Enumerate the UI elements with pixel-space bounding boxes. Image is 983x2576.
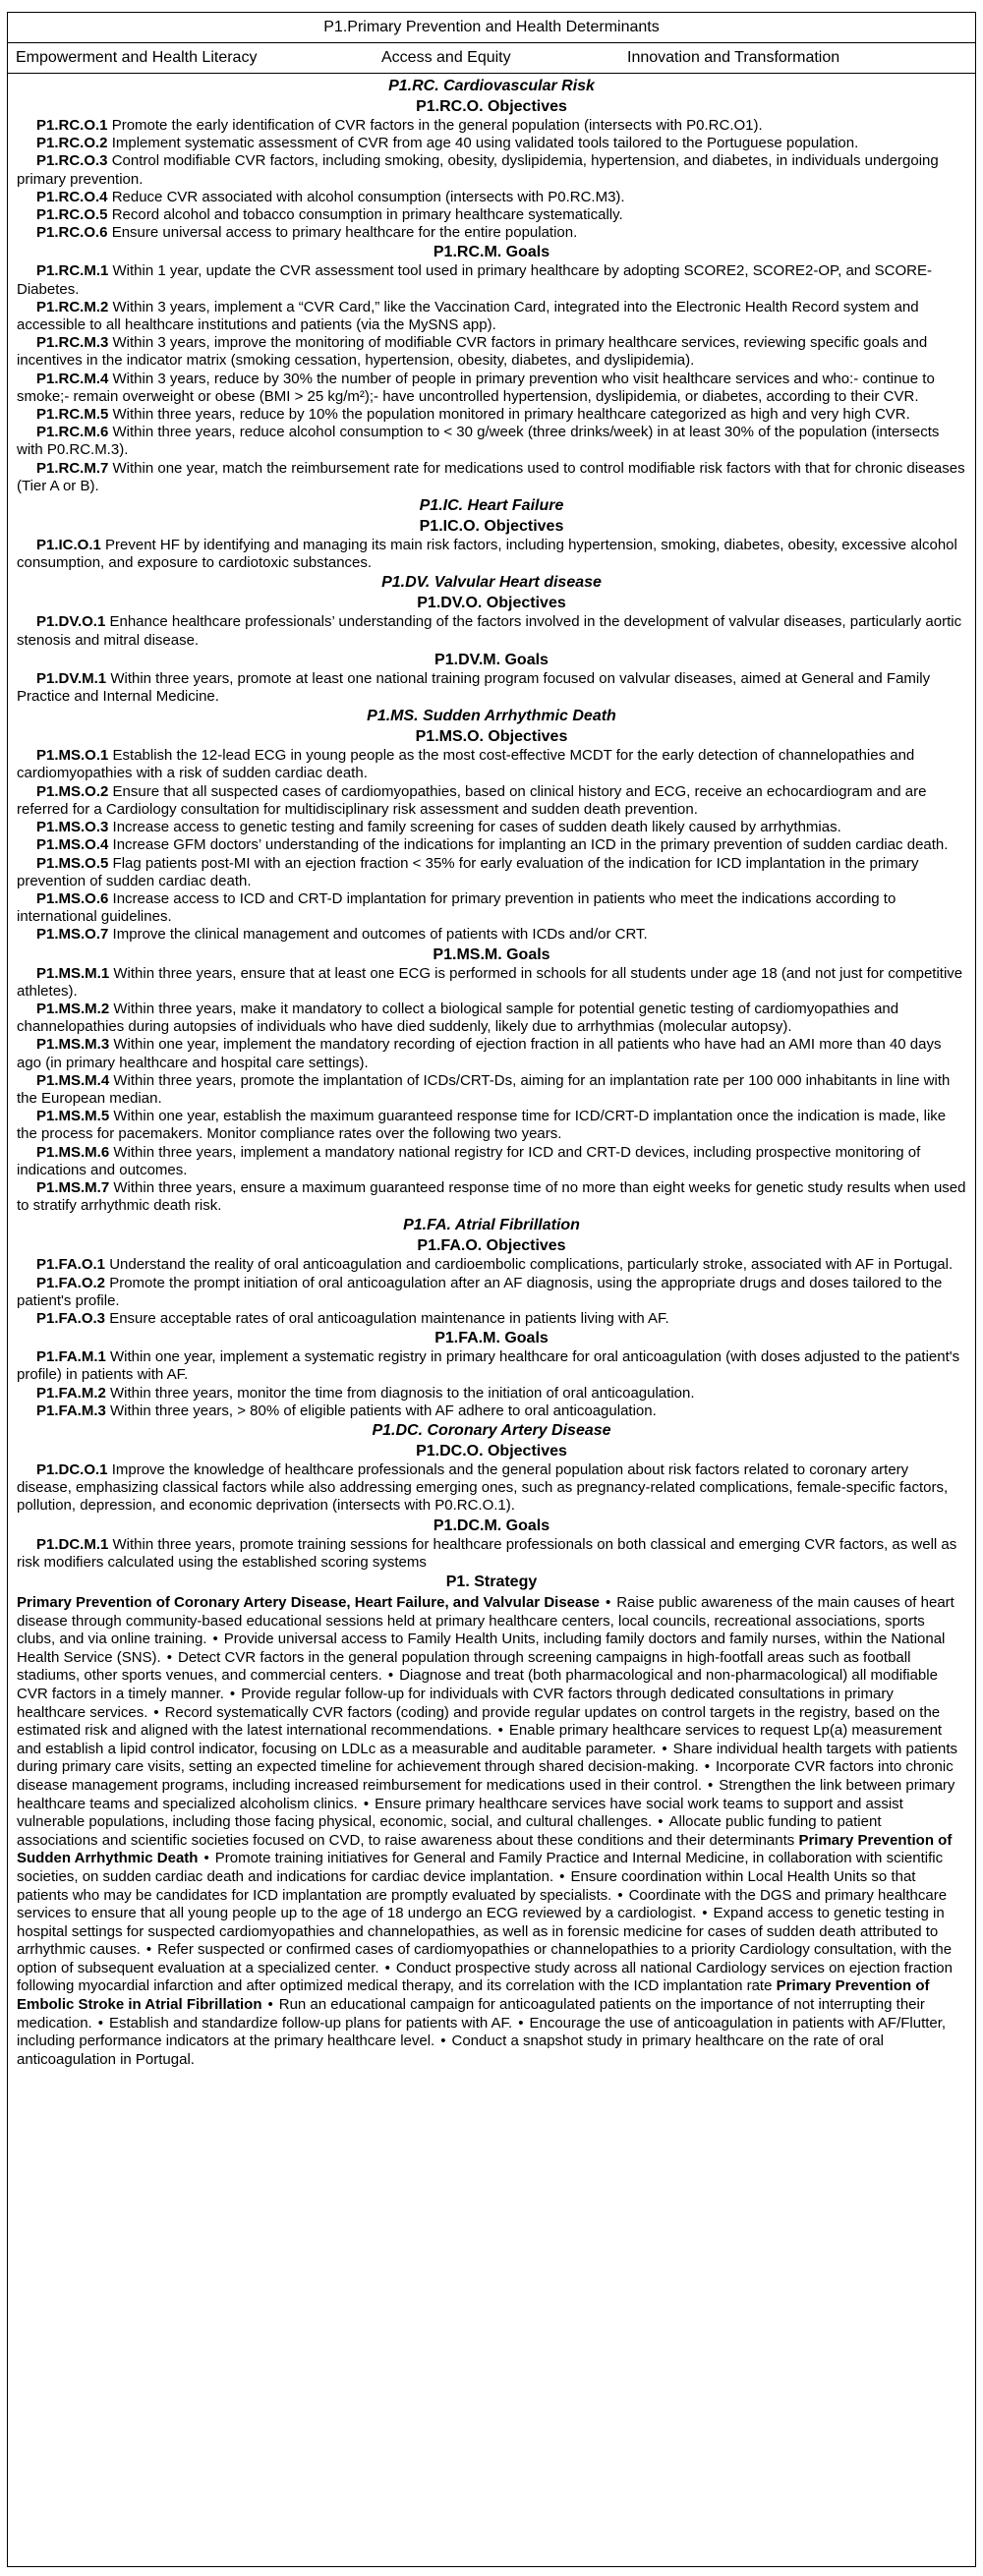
list-item [17,189,966,206]
strategy-bullet: • Establish and standardize follow-up plans for patients with AF. [92,2015,513,2032]
strategy-bullet: • Enable primary healthcare services to request Lp(a) measurement and establish a lipid control indicator, focusing on LDLc as a measurable and auditable parameter. [17,1722,943,1757]
section-heading: P1.RC. Cardiovascular Risk [388,78,595,94]
item-text: Within three years, > 80% of eligible patients with AF adhere to oral anticoagulation. [105,1402,657,1419]
item-code: P1.MS.O.5 [36,854,109,872]
bullet-icon: • [145,1941,152,1959]
item-text: Within three years, promote training sessions for healthcare professionals on both classical and emerging CVR factors, as well as risk modifiers calculated using the established scoring systems [17,1535,957,1571]
subsection-heading: P1.RC.O. Objectives [416,98,567,115]
bullet-icon: • [267,1996,273,2014]
item-code: P1.MS.O.2 [36,782,109,800]
item-code: P1.FA.M.2 [36,1384,106,1402]
item-text: Within one year, match the reimbursement rate for medications used to control modifiable risk factors with that for chronic diseases (Tier A or B). [17,459,965,494]
item-text: Within three years, make it mandatory to collect a biological sample for potential genetic testing of cardiomyopathies and channelopathies during autopsies of individuals who have died suddenly, likely due to arrhythmias (molecular autopsy). [17,1000,899,1036]
strategy-block [8,1592,975,2069]
subsection-heading: P1.MS.M. Goals [433,945,550,963]
bullet-icon: • [212,1631,218,1648]
section-heading: P1.MS. Sudden Arrhythmic Death [367,708,616,725]
subsection-heading: P1.DV.M. Goals [434,651,549,668]
column-empowerment: Empowerment and Health Literacy [16,49,258,66]
strategy-bullet: • Raise public awareness of the main causes of heart disease through community-based educational sessions held at primary healthcare centers, local councils, recreational associations, sports clubs, and via online training. [17,1594,954,1648]
strategy-bullet: • Share individual health targets with patients during primary care visits, setting an expected timeline for achievement through shared decision-making. [17,1740,958,1776]
item-text: Within 1 year, update the CVR assessment tool used in primary healthcare by adopting SCORE2, SCORE2-OP, and SCORE-Diabetes. [17,262,932,298]
item-code: P1.FA.O.3 [36,1309,106,1327]
list-item [17,537,966,572]
item-code: P1.MS.M.1 [36,964,110,982]
list-item [17,1144,966,1179]
item-code: P1.RC.O.6 [36,224,108,242]
item-text: Within three years, monitor the time from diagnosis to the initiation of oral anticoagulation. [105,1384,695,1402]
item-text: Within 3 years, reduce by 30% the number of people in primary prevention who visit healthcare services and who:- continue to smoke;- remain overweight or obese (BMI > 25 kg/m²);- have uncontrolled hypertension, dyslipidemia, or diabetes, according to their CVR. [17,370,935,405]
item-text: Prevent HF by identifying and managing its main risk factors, including hypertension, smoking, diabetes, obesity, excessive alcohol consumption, and exposure to cardiotoxic substances. [17,537,957,572]
item-text: Flag patients post-MI with an ejection fraction < 35% for early evaluation of the indication for ICD implantation in the primary prevention of sudden cardiac death. [17,854,919,889]
item-text: Implement systematic assessment of CVR from age 40 using validated tools tailored to the Portuguese population. [107,135,859,152]
bullet-icon: • [363,1795,370,1812]
column-access: Access and Equity [381,49,511,66]
list-item [17,613,966,649]
item-code: P1.DV.M.1 [36,669,107,687]
item-code: P1.MS.O.3 [36,819,109,836]
list-item [17,890,966,926]
item-text: Ensure acceptable rates of oral anticoagulation maintenance in patients living with AF. [105,1309,669,1327]
strategy-header-embolic-stroke: Primary Prevention of Embolic Stroke in Atrial Fibrillation [17,1977,930,2014]
subsection-heading: P1.DV.O. Objectives [417,595,566,612]
item-text: Increase GFM doctors’ understanding of the indications for implanting an ICD in the primary prevention of sudden cardiac death. [108,836,949,854]
strategy-bullet: • Allocate public funding to patient associations and scientific societies focused on CVD, to raise awareness about these conditions and their determinants [17,1813,882,1849]
item-text: Improve the clinical management and outcomes of patients with ICDs and/or CRT. [108,926,648,944]
item-text: Promote the prompt initiation of oral anticoagulation after an AF diagnosis, using the appropriate drugs and doses tailored to the patient's profile. [17,1274,943,1309]
item-text: Within three years, promote at least one national training program focused on valvular diseases, aimed at General and Family Practice and Internal Medicine. [17,669,931,706]
strategy-bullet: • Strengthen the link between primary healthcare teams and specialized alcoholism clinics. [17,1776,955,1812]
item-code: P1.MS.M.3 [36,1036,110,1054]
table-body [8,74,975,1592]
list-item [17,1179,966,1215]
list-item [17,1310,966,1328]
item-code: P1.FA.O.2 [36,1274,106,1291]
item-text: Establish the 12-lead ECG in young people as the most cost-effective MCDT for the early detection of channelopathies and cardiomyopathies with a risk of sudden cardiac death. [17,747,915,782]
strategy-bullet: • Provide universal access to Family Health Units, including family doctors and family nurses, within the National Health Service (SNS). [17,1631,946,1666]
list-item [17,1536,966,1572]
item-code: P1.RC.O.5 [36,206,108,224]
item-code: P1.RC.O.4 [36,188,108,205]
list-item [17,262,966,298]
list-item [17,1072,966,1108]
list-item [17,135,966,152]
list-item [17,670,966,706]
bullet-icon: • [708,1776,714,1794]
bullet-icon: • [617,1886,623,1904]
list-item [17,747,966,782]
strategy-bullet: • Incorporate CVR factors into chronic disease management programs, including increased reimbursement for medications used in their control. [17,1758,954,1794]
strategy-bullet: • Expand access to genetic testing in hospital settings for suspected cardiomyopathies and channelopathies, as well as in forensic medicine for cases of sudden death attributed to arrhythmic causes. [17,1905,945,1959]
list-item [17,117,966,135]
list-item [17,224,966,242]
list-item [17,206,966,224]
list-item [17,1001,966,1036]
item-code: P1.MS.O.6 [36,889,109,907]
bullet-icon: • [440,2032,446,2050]
bullet-icon: • [662,1740,667,1757]
item-code: P1.RC.O.1 [36,117,108,134]
list-item [17,1275,966,1310]
column-innovation: Innovation and Transformation [627,49,840,66]
item-text: Within three years, ensure that at least one ECG is performed in schools for all students under age 18 (and not just for competitive athletes). [17,964,963,1000]
list-item [17,334,966,370]
strategy-header-coronary: Primary Prevention of Coronary Artery Disease, Heart Failure, and Valvular Disease [17,1594,601,1611]
list-item [17,819,966,836]
bullet-icon: • [518,2014,524,2032]
item-code: P1.RC.M.3 [36,334,109,352]
list-item [17,1461,966,1516]
bullet-icon: • [387,1667,394,1685]
item-code: P1.RC.O.3 [36,152,108,170]
item-code: P1.MS.O.4 [36,836,109,854]
list-item [17,460,966,495]
item-code: P1.MS.O.1 [36,747,109,765]
subsection-heading: P1.RC.M. Goals [433,244,550,261]
strategy-bullet: • Conduct prospective study across all national Cardiology services on ejection fraction following myocardial infarction and after optimized medical therapy, and its correlation with the ICD implantation rate [17,1959,953,1995]
section-heading: P1.FA. Atrial Fibrillation [403,1217,580,1234]
item-code: P1.RC.M.1 [36,262,109,280]
subsection-heading: P1.IC.O. Objectives [419,518,564,536]
item-text: Within one year, implement a systematic registry in primary healthcare for oral anticoagulation (with doses adjusted to the patient's profile) in patients with AF. [17,1348,960,1384]
item-text: Within three years, reduce alcohol consumption to < 30 g/week (three drinks/week) in at least 30% of the population (intersects with P0.RC.M.3). [17,424,940,459]
bullet-icon: • [97,2014,103,2032]
bullet-icon: • [153,1703,159,1721]
item-code: P1.IC.O.1 [36,537,101,554]
item-text: Ensure that all suspected cases of cardiomyopathies, based on clinical history and ECG, receive an echocardiogram and are referred for a Cardiology consultation for multidisciplinary risk assessment and sudden death prevention. [17,782,927,818]
list-item [17,1256,966,1274]
item-text: Within 3 years, improve the monitoring of modifiable CVR factors in primary healthcare services, reviewing specific goals and incentives in the indicator matrix (smoking cessation, hypertension, obesity, diabetes, and dyslipidemia). [17,334,928,370]
item-text: Reduce CVR associated with alcohol consumption (intersects with P0.RC.M3). [107,188,625,205]
item-text: Within one year, establish the maximum guaranteed response time for ICD/CRT-D implantation once the indication is made, like the process for pacemakers. Monitor compliance rates over the following two years. [17,1108,947,1143]
subsection-heading: P1.FA.M. Goals [434,1330,549,1347]
bullet-icon: • [702,1905,708,1922]
item-text: Within one year, implement the mandatory recording of ejection fraction in all patients who have had an AMI more than 40 days ago (in primary healthcare and hospital care settings). [17,1036,942,1071]
item-text: Record alcohol and tobacco consumption in primary healthcare systematically. [107,206,623,224]
item-code: P1.RC.M.7 [36,459,109,477]
strategy-bullet: • Ensure primary healthcare services have social work teams to support and assist vulnerable populations, including those facing physical, economic, social, and cultural challenges. [17,1795,903,1831]
strategy-bullet: • Detect CVR factors in the general population through screening campaigns in high-footfall areas such as football stadiums, other sports venues, and commercial centers. [17,1648,911,1685]
strategy-bullet: • Record systematically CVR factors (coding) and provide regular updates on control targets in the registry, based on the estimated risk and aligned with the latest international recommendations. [17,1703,941,1740]
strategy-header-sudden-death: Primary Prevention of Sudden Arrhythmic Death [17,1831,953,1867]
subsection-heading: P1.DC.O. Objectives [416,1442,567,1460]
strategy-bullet: • Run an educational campaign for anticoagulated patients on the importance of not interrupting their medication. [17,1996,925,2032]
item-code: P1.FA.O.1 [36,1256,106,1274]
item-text: Within three years, implement a mandatory national registry for ICD and CRT-D devices, including prospective monitoring of indications and outcomes. [17,1143,921,1178]
bullet-icon: • [203,1850,209,1867]
list-item [17,299,966,334]
item-code: P1.RC.M.4 [36,370,109,387]
list-item [17,152,966,188]
item-code: P1.RC.M.5 [36,406,109,424]
list-item [17,424,966,459]
strategy-bullet: • Refer suspected or confirmed cases of cardiomyopathies or channelopathies to a priority Cardiology consultation, with the option of subsequent evaluation at a specialized center. [17,1941,953,1976]
item-code: P1.FA.M.1 [36,1348,106,1366]
subsection-heading: P1. Strategy [445,1574,538,1590]
list-item [17,371,966,406]
subsection-heading: P1.MS.O. Objectives [415,728,568,746]
subsection-heading: P1.FA.O. Objectives [417,1237,566,1255]
strategy-bullet: • Promote training initiatives for General and Family Practice and Internal Medicine, in collaboration with scientific societies, on sudden cardiac death and indications for cardiac device implantation. [17,1850,944,1885]
item-text: Increase access to ICD and CRT-D implantation for primary prevention in patients who meet the indications according to international guidelines. [17,889,896,926]
strategy-bullet: • Provide regular follow-up for individuals with CVR factors through dedicated consultations in primary healthcare services. [17,1685,894,1721]
item-code: P1.MS.M.5 [36,1108,110,1125]
bullet-icon: • [704,1758,710,1776]
column-header-row [8,43,975,74]
list-item [17,836,966,854]
strategy-bullet: • Conduct a snapshot study in primary healthcare on the rate of oral anticoagulation in Portugal. [17,2032,884,2068]
item-code: P1.RC.O.2 [36,135,108,152]
item-code: P1.FA.M.3 [36,1402,106,1419]
item-text: Ensure universal access to primary healthcare for the entire population. [107,224,578,242]
strategy-text [17,1594,966,2069]
item-code: P1.DC.O.1 [36,1460,108,1478]
subsection-heading: P1.DC.M. Goals [433,1517,550,1534]
item-code: P1.DC.M.1 [36,1535,109,1553]
list-item [17,1402,966,1420]
item-text: Within 3 years, implement a “CVR Card,” like the Vaccination Card, integrated into the Electronic Health Record system and accessible to all healthcare institutions and patients (via the MySNS app). [17,298,919,334]
item-code: P1.RC.M.6 [36,424,109,441]
item-code: P1.MS.M.6 [36,1143,110,1161]
item-text: Improve the knowledge of healthcare professionals and the general population about risk factors related to coronary artery disease, emphasizing classical factors while also addressing emerging ones, such as pregnancy-related complications, female-specific factors, pollution, depression, and economic deprivation (intersects with P0.RC.O.1). [17,1460,949,1515]
bullet-icon: • [606,1594,611,1611]
list-item [17,855,966,890]
item-code: P1.DV.O.1 [36,613,106,631]
bullet-icon: • [559,1867,565,1885]
item-code: P1.MS.M.2 [36,1000,110,1017]
document-table [7,12,976,2567]
bullet-icon: • [658,1813,664,1831]
item-text: Control modifiable CVR factors, including smoking, obesity, dyslipidemia, hypertension, and diabetes, in individuals undergoing primary prevention. [17,152,939,188]
strategy-bullet: • Ensure coordination within Local Health Units so that patients who may be candidates for ICD implantation are promptly evaluated by specialists. [17,1867,916,1904]
item-code: P1.MS.O.7 [36,926,109,944]
list-item [17,965,966,1001]
section-heading: P1.IC. Heart Failure [419,497,564,515]
item-code: P1.MS.M.7 [36,1178,110,1196]
item-code: P1.MS.M.4 [36,1071,110,1089]
list-item [17,1036,966,1071]
item-text: Promote the early identification of CVR factors in the general population (intersects with P0.RC.O1). [107,117,763,134]
bullet-icon: • [166,1648,172,1666]
bullet-icon: • [229,1685,236,1702]
item-text: Increase access to genetic testing and family screening for cases of sudden death likely caused by arrhythmias. [108,819,841,836]
section-heading: P1.DV. Valvular Heart disease [381,574,602,592]
bullet-icon: • [384,1959,390,1976]
section-heading: P1.DC. Coronary Artery Disease [372,1421,611,1439]
item-text: Within three years, promote the implantation of ICDs/CRT-Ds, aiming for an implantation rate per 100 000 inhabitants in line with the European median. [17,1071,951,1107]
list-item [17,1108,966,1143]
list-item [17,406,966,424]
list-item [17,926,966,944]
item-text: Within three years, ensure a maximum guaranteed response time of no more than eight weeks for genetic study results when used to stratify arrhythmic death risk. [17,1178,966,1215]
table-title: P1.Primary Prevention and Health Determinants [8,13,975,43]
strategy-bullet: • Coordinate with the DGS and primary healthcare services to ensure that all young people up to the age of 18 undergo an ECG reviewed by a cardiologist. [17,1886,948,1922]
strategy-bullet: • Diagnose and treat (both pharmacological and non-pharmacological) all modifiable CVR factors in a timely manner. [17,1667,938,1702]
item-code: P1.RC.M.2 [36,298,109,315]
list-item [17,783,966,819]
list-item [17,1385,966,1402]
item-text: Understand the reality of oral anticoagulation and cardioembolic complications, particularly stroke, associated with AF in Portugal. [105,1256,954,1274]
item-text: Within three years, reduce by 10% the population monitored in primary healthcare categorized as high and very high CVR. [108,406,910,424]
strategy-bullet: • Encourage the use of anticoagulation in patients with AF/Flutter, including performance indicators at the primary healthcare level. [17,2014,947,2050]
item-text: Enhance healthcare professionals’ understanding of the factors involved in the development of valvular diseases, particularly aortic stenosis and mitral disease. [17,613,962,649]
bullet-icon: • [497,1722,503,1740]
list-item [17,1348,966,1384]
